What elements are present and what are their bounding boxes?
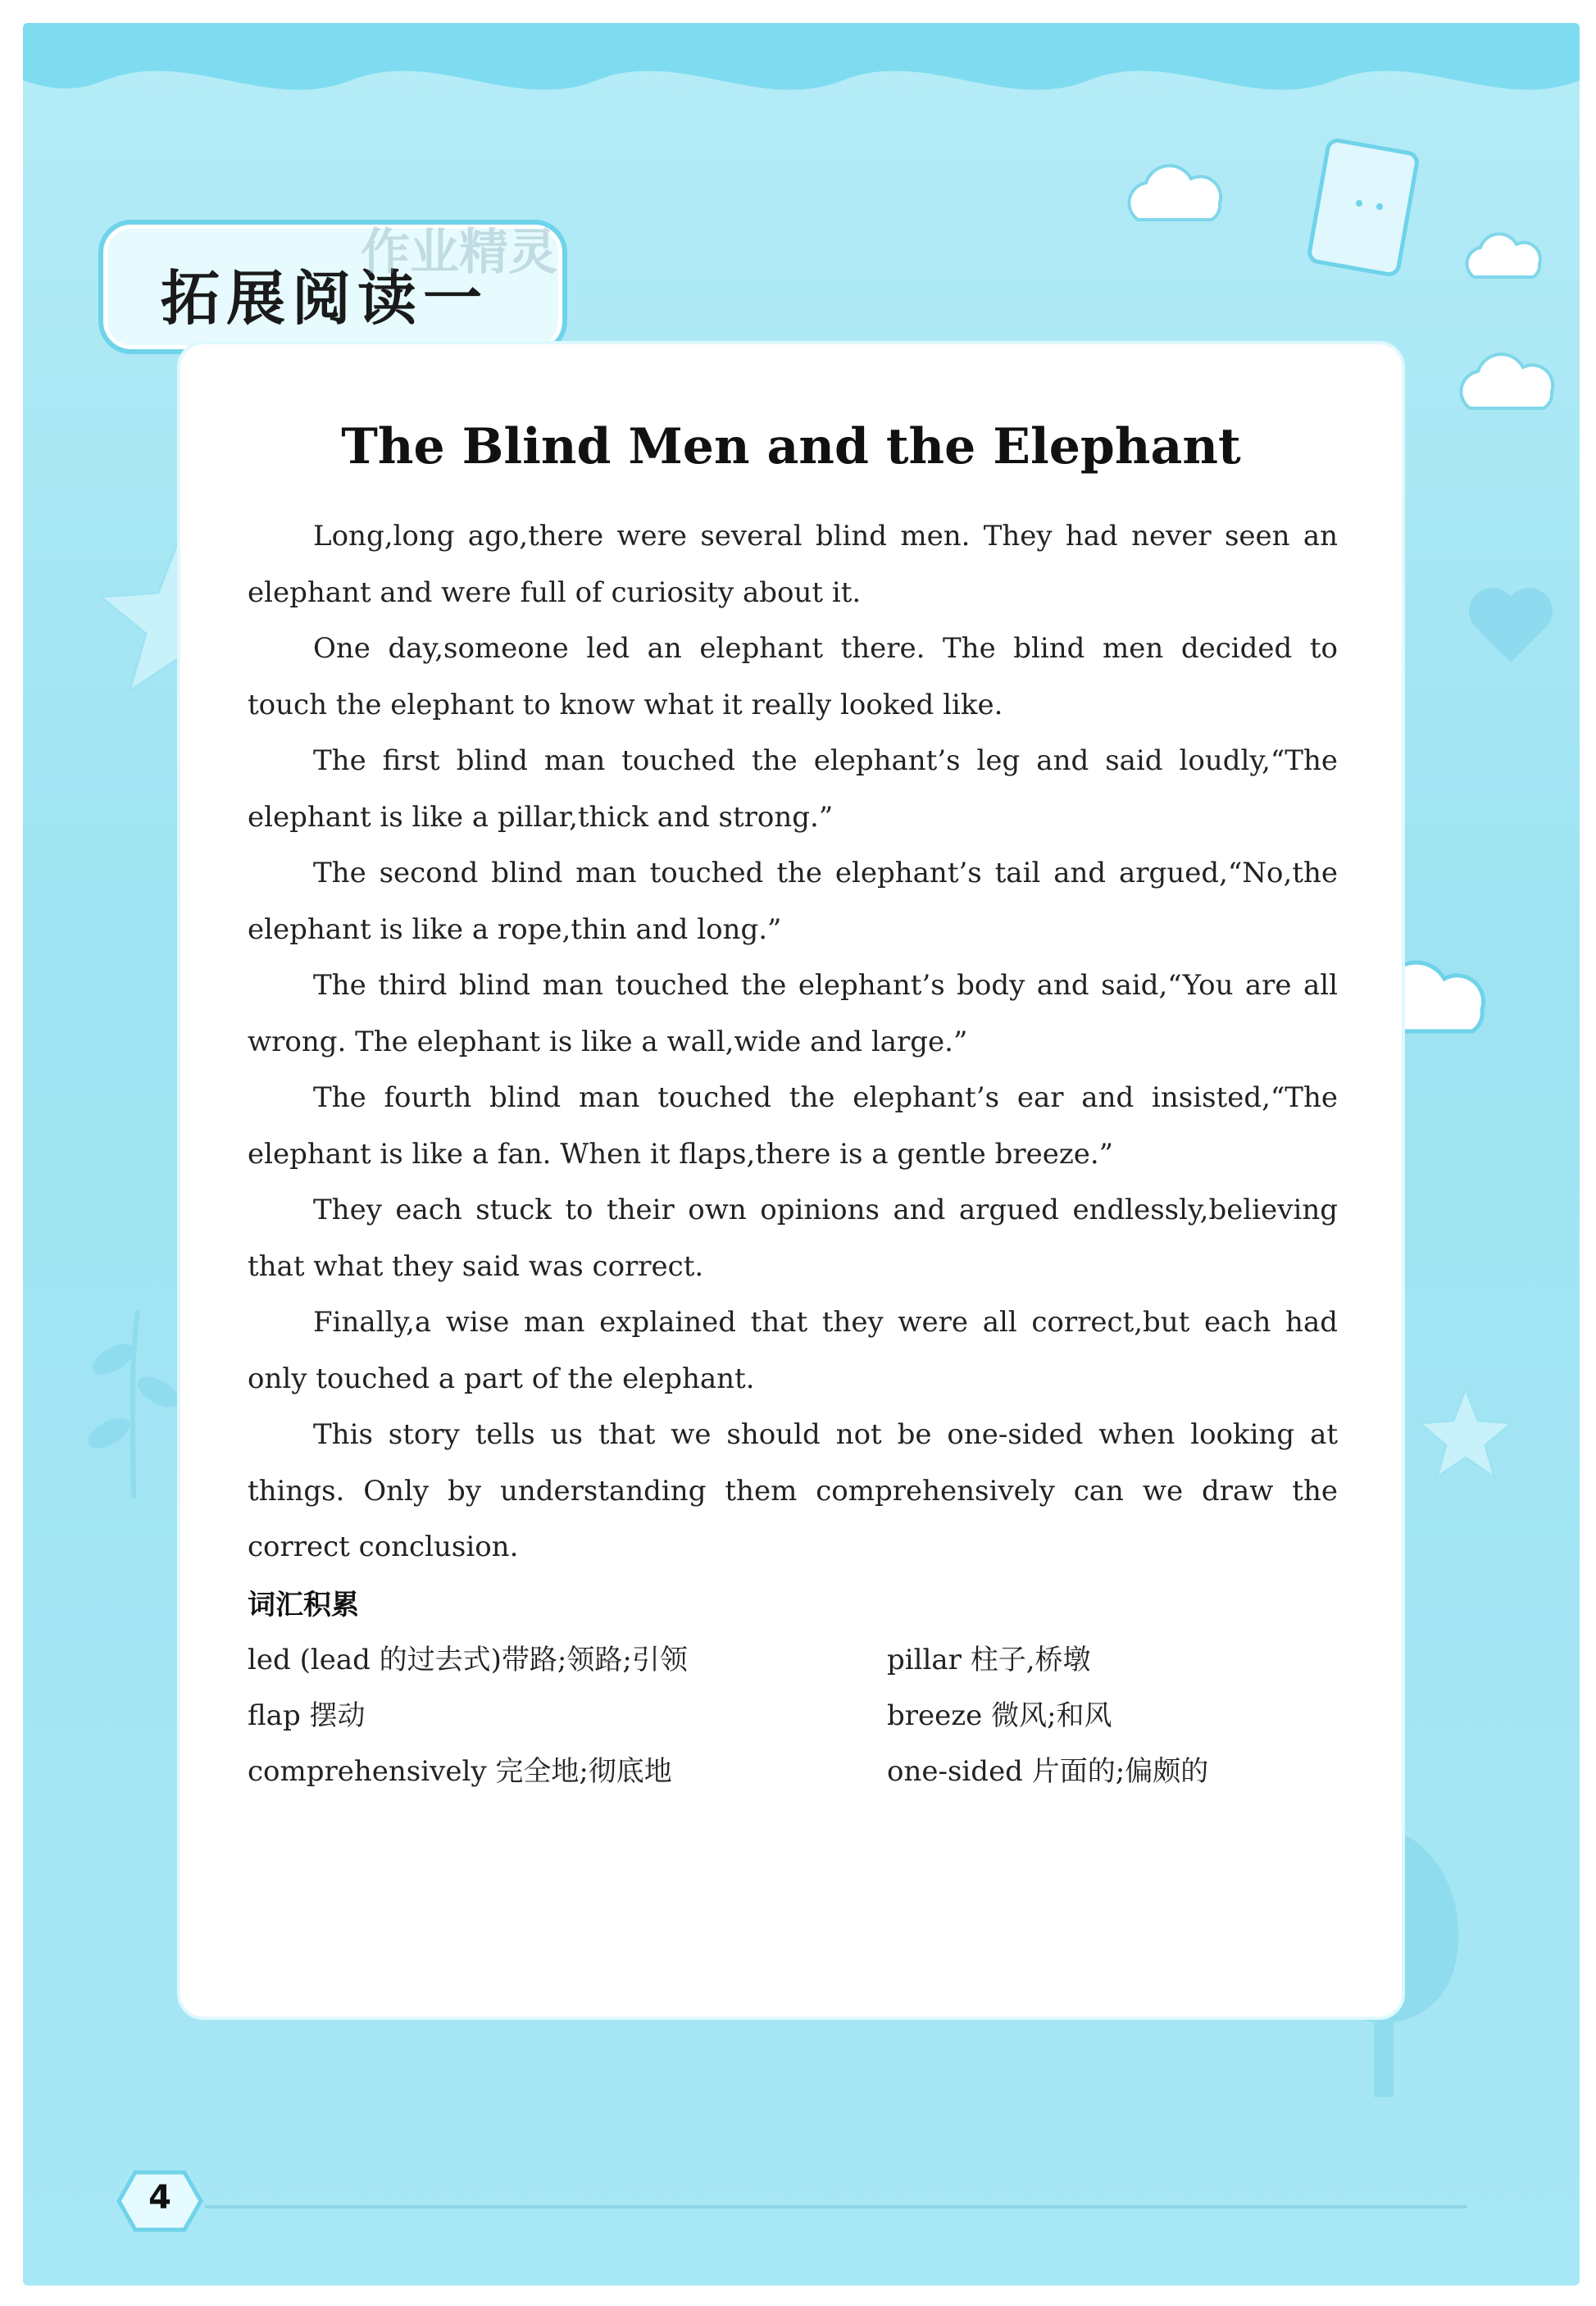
paragraph: The fourth blind man touched the elephant’s ear and insisted,“The elephant is like a fan. When it flaps,there is a gentle breeze.” <box>248 1081 1338 1171</box>
page-number-badge <box>115 2164 205 2238</box>
paragraph: This story tells us that we should not be one-sided when looking at things. Only by understanding them comprehensively can we draw the correct conclusion. <box>248 1418 1338 1563</box>
paragraph: Finally,a wise man explained that they were all correct,but each had only touched a part of the elephant. <box>248 1306 1338 1395</box>
vocab-list <box>248 1635 1338 1796</box>
footer-divider <box>205 2205 1467 2208</box>
paragraph: The first blind man touched the elephant’s leg and said loudly,“The elephant is like a pillar,thick and strong.” <box>248 744 1338 834</box>
heart-icon <box>1466 580 1556 671</box>
reading-card <box>189 352 1394 2008</box>
paragraph: They each stuck to their own opinions and argued endlessly,believing that what they said was correct. <box>248 1194 1338 1283</box>
book-icon <box>1302 121 1433 285</box>
star-icon <box>1416 1384 1515 1482</box>
paragraph: One day,someone led an elephant there. The blind men decided to touch the elephant to know what it really looked like. <box>248 632 1338 721</box>
story-body <box>248 508 1338 1576</box>
page-number: 4 <box>148 2179 171 2217</box>
section-heading: 拓展阅读一 <box>161 264 489 333</box>
vocab-item: one-sided 片面的;偏颇的 <box>887 1755 1209 1788</box>
paragraph: The third blind man touched the elephant’s body and said,“You are all wrong. The elephant is like a wall,wide and large.” <box>248 969 1338 1058</box>
story-title: The Blind Men and the Elephant <box>341 418 1241 475</box>
leaf-branch-icon <box>72 1294 195 1507</box>
vocab-item: breeze 微风;和风 <box>887 1699 1112 1732</box>
watermark: 作业精灵 <box>361 224 557 281</box>
vocab-item: pillar 柱子,桥墩 <box>887 1644 1091 1676</box>
vocab-item: comprehensively 完全地;彻底地 <box>248 1755 672 1788</box>
paragraph: Long,long ago,there were several blind men. They had never seen an elephant and were full of curiosity about it. <box>248 520 1338 609</box>
cloud-icon <box>1113 162 1236 236</box>
vocab-item: flap 摆动 <box>248 1699 366 1732</box>
vocab-item: led (lead 的过去式)带路;领路;引领 <box>248 1644 688 1676</box>
paragraph: The second blind man touched the elephant’s tail and argued,“No,the elephant is like a rope,thin and long.” <box>248 857 1338 946</box>
cloud-icon <box>1457 228 1548 293</box>
vocab-heading: 词汇积累 <box>248 1589 359 1621</box>
cloud-icon <box>1449 351 1564 425</box>
